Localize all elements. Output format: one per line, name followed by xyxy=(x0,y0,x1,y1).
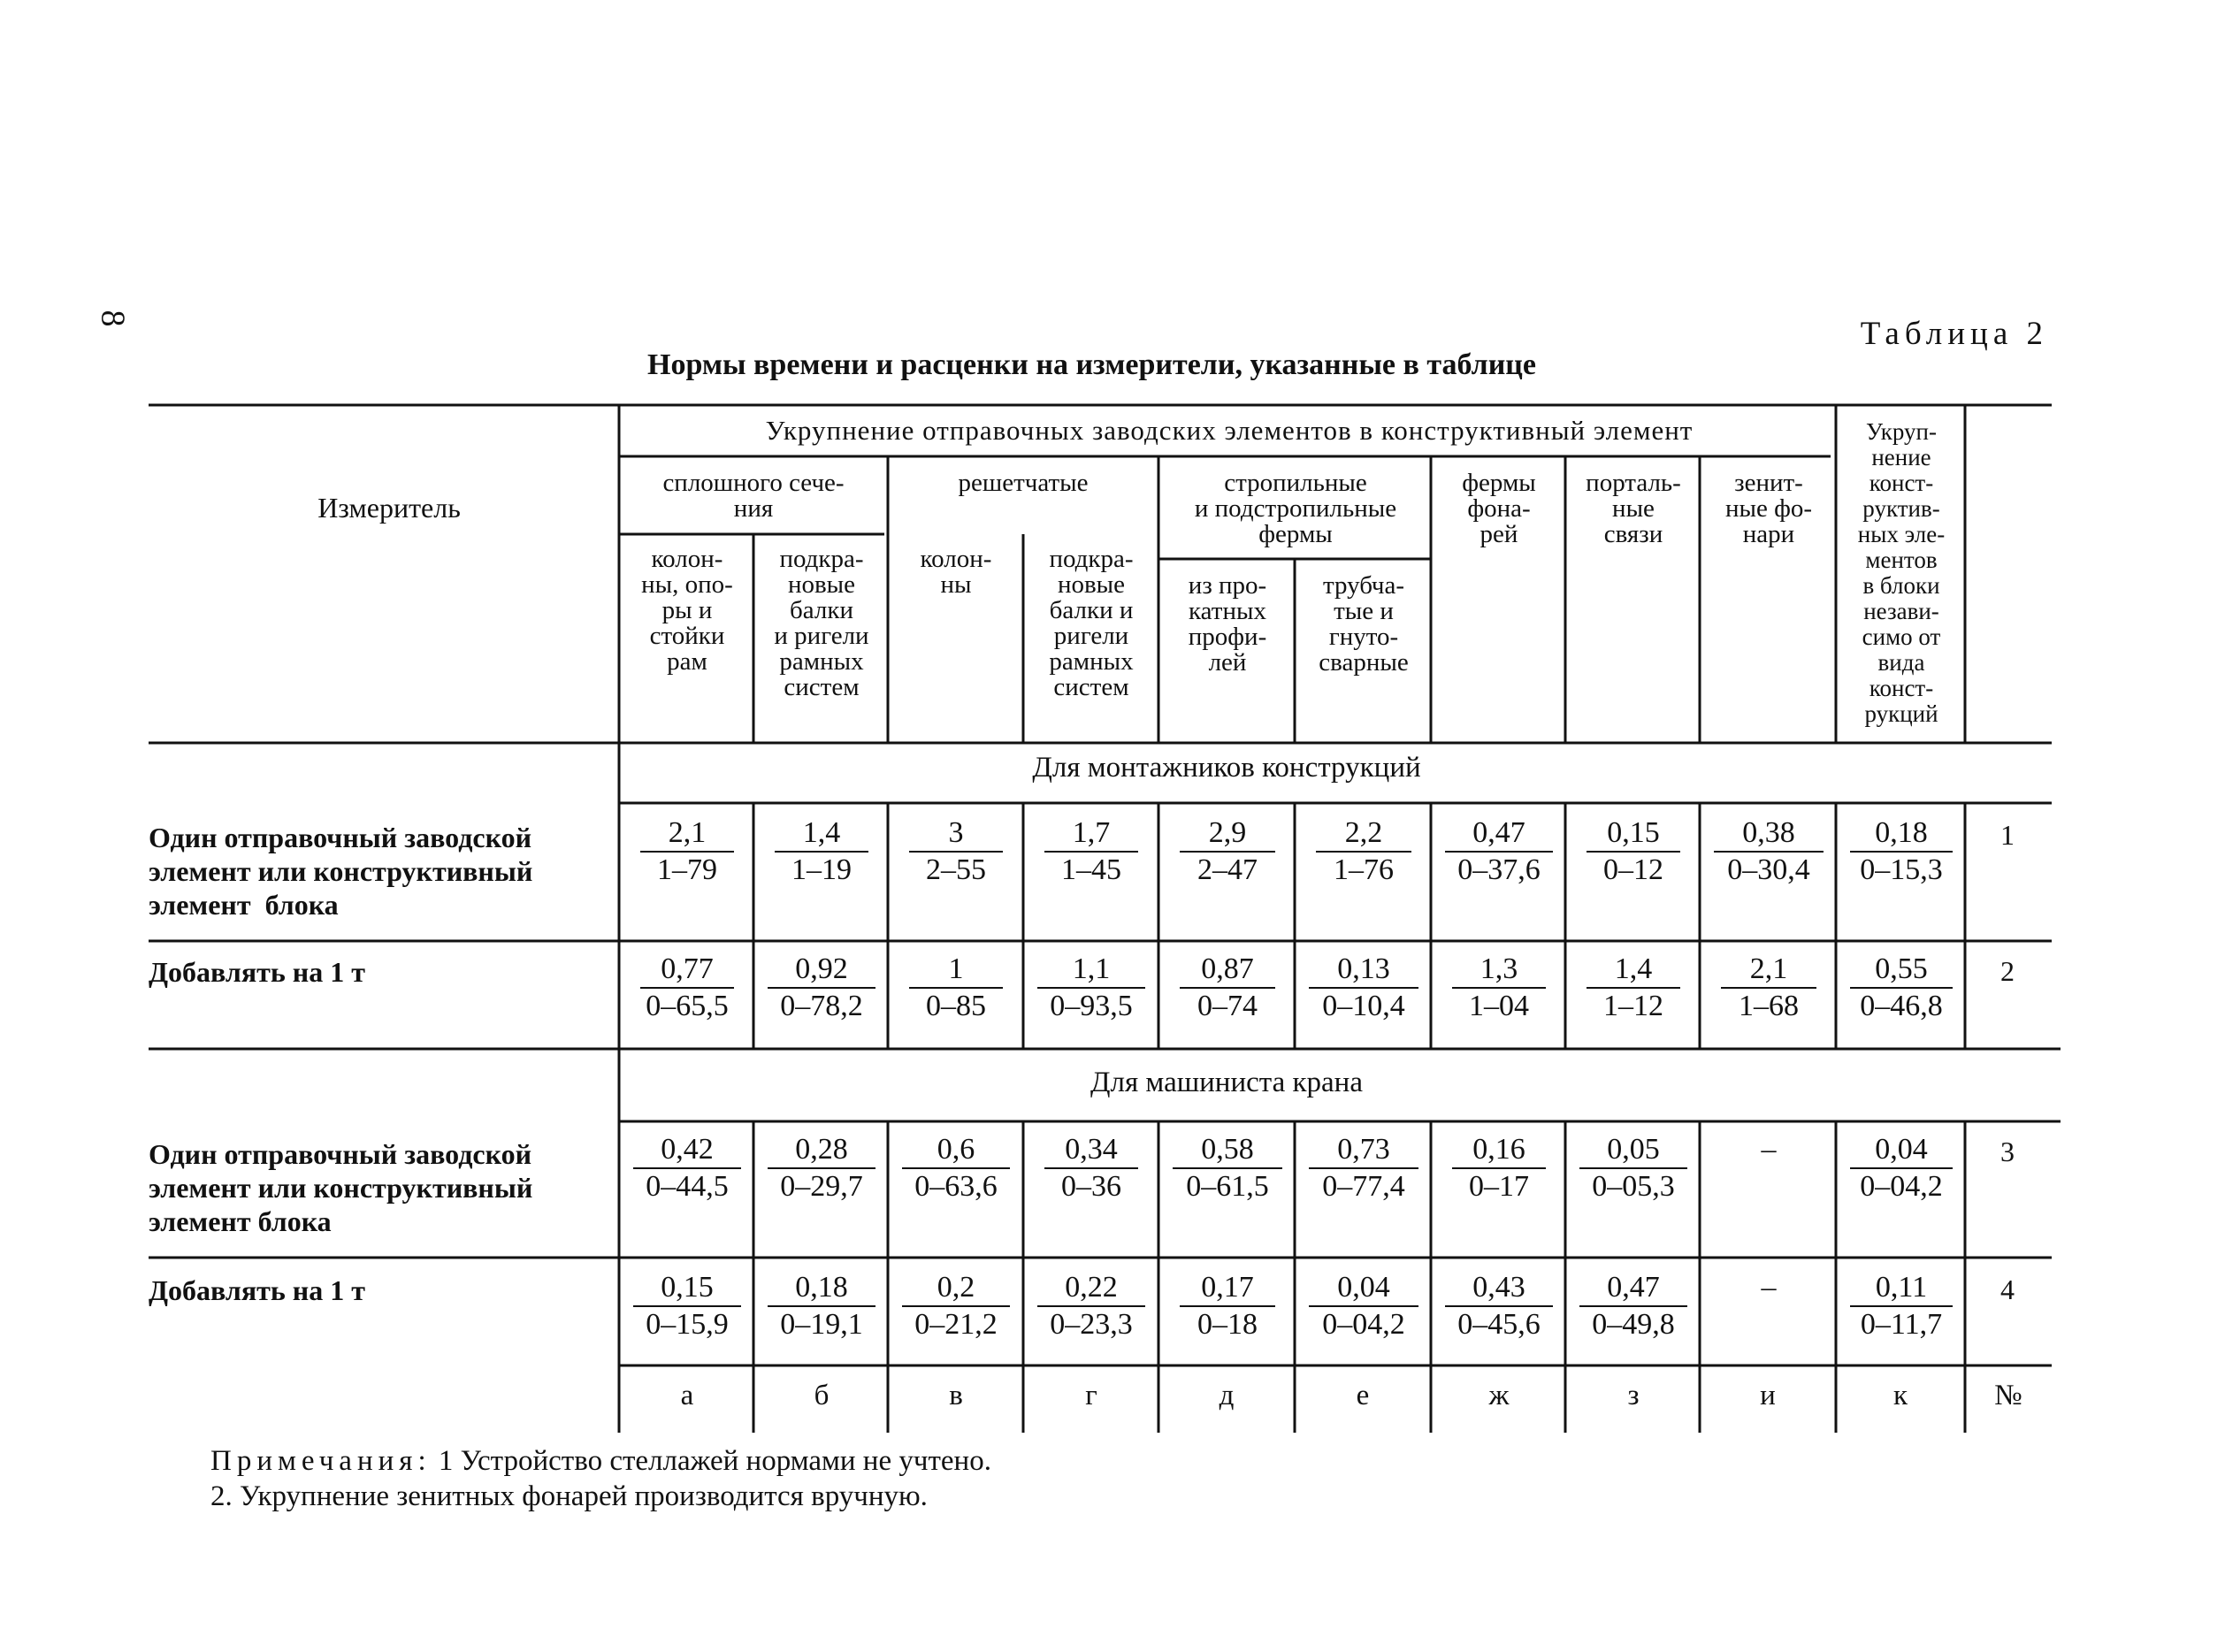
cell-price: 0–23,3 xyxy=(1037,1305,1145,1342)
row-number-4: 4 xyxy=(2000,1273,2015,1305)
cell-rate: 0,73 xyxy=(1337,1133,1390,1166)
cell-r4-e xyxy=(1296,1270,1431,1342)
cell-price: 1–68 xyxy=(1721,987,1816,1024)
cell-rate: 0,17 xyxy=(1201,1271,1254,1304)
cell-rate: 0,55 xyxy=(1875,952,1928,985)
cell-rate: 0,42 xyxy=(661,1133,714,1166)
cell-r4-g xyxy=(1025,1270,1158,1342)
notes-prefix: Примечания: xyxy=(210,1445,432,1477)
cell-rate: 3 xyxy=(948,816,964,849)
header-portal: порталь- ные связи xyxy=(1586,469,1681,548)
cell-r3-v xyxy=(890,1132,1022,1205)
header-truss: стропильные и подстропильные фермы xyxy=(1194,469,1397,548)
cell-r3-e xyxy=(1296,1132,1431,1205)
cell-r1-k xyxy=(1838,815,1965,888)
cell-r2-zh xyxy=(1433,952,1565,1024)
cell-rate: 2,1 xyxy=(668,816,707,849)
cell-price: 1–45 xyxy=(1044,851,1138,888)
cell-r2-b xyxy=(755,952,888,1024)
column-letter: в xyxy=(949,1380,963,1411)
cell-r2-g xyxy=(1025,952,1158,1024)
cell-price: 0–77,4 xyxy=(1309,1167,1418,1205)
cell-price: 0–78,2 xyxy=(768,987,875,1024)
row-number-2: 2 xyxy=(2000,955,2015,987)
cell-price: 0–49,8 xyxy=(1579,1305,1687,1342)
cell-price: 0–30,4 xyxy=(1714,851,1824,888)
cell-rate: 0,18 xyxy=(1875,816,1928,849)
cell-rate: 1,7 xyxy=(1072,816,1111,849)
row-label-4: Добавлять на 1 т xyxy=(149,1274,365,1306)
cell-rate: 1,1 xyxy=(1072,952,1111,985)
cell-r2-e xyxy=(1296,952,1431,1024)
header-col-g: подкра- новые балки и ригели рамных систем xyxy=(1049,545,1134,701)
cell-r2-a xyxy=(621,952,753,1024)
cell-rate: 0,34 xyxy=(1065,1133,1118,1166)
table-title: Нормы времени и расценки на измерители, указанные в таблице xyxy=(647,348,1536,381)
cell-price: 1–12 xyxy=(1587,987,1680,1024)
header-col-v: колон- ны xyxy=(920,545,992,599)
cell-rate: 2,2 xyxy=(1344,816,1383,849)
cell-rate: 0,43 xyxy=(1472,1271,1525,1304)
cell-rate: 0,16 xyxy=(1472,1133,1525,1166)
cell-dash: – xyxy=(1761,1271,1777,1304)
column-letter: е xyxy=(1356,1380,1370,1411)
cell-r2-z xyxy=(1567,952,1700,1024)
cell-r3-z xyxy=(1567,1132,1700,1205)
row-label-1: Один отправочный заводской элемент или конструктивный элемент блока xyxy=(149,822,533,921)
note-text-1: 1 Устройство стеллажей нормами не учтено. xyxy=(431,1445,991,1477)
cell-price: 0–46,8 xyxy=(1850,987,1953,1024)
cell-r4-b xyxy=(755,1270,888,1342)
header-col-d: из про- катных профи- лей xyxy=(1188,571,1267,677)
cell-price: 1–04 xyxy=(1452,987,1546,1024)
cell-rate: 0,11 xyxy=(1875,1271,1928,1304)
column-letter: д xyxy=(1219,1380,1235,1411)
cell-r3-b xyxy=(755,1132,888,1205)
cell-r1-zh xyxy=(1433,815,1565,888)
row-label-2: Добавлять на 1 т xyxy=(149,956,365,988)
cell-rate: 0,47 xyxy=(1472,816,1525,849)
header-lantern: фермы фона- рей xyxy=(1462,469,1536,548)
cell-r3-k xyxy=(1838,1132,1965,1205)
cell-rate: 1,4 xyxy=(802,816,841,849)
cell-r1-d xyxy=(1160,815,1295,888)
note-line-1 xyxy=(210,1443,991,1479)
section-crane: Для машиниста крана xyxy=(1090,1067,1363,1098)
cell-price: 0–11,7 xyxy=(1850,1305,1953,1342)
header-col-b: подкра- новые балки и ригели рамных систем xyxy=(774,545,869,701)
cell-rate: 0,18 xyxy=(795,1271,848,1304)
cell-rate: 1 xyxy=(948,952,964,985)
column-letter: к xyxy=(1892,1380,1908,1411)
cell-price: 0–05,3 xyxy=(1579,1167,1687,1205)
cell-rate: 0,13 xyxy=(1337,952,1390,985)
column-letter: г xyxy=(1085,1380,1097,1411)
cell-price: 0–44,5 xyxy=(633,1167,741,1205)
cell-price: 1–76 xyxy=(1316,851,1411,888)
column-letter: з xyxy=(1627,1380,1640,1411)
row-number-3: 3 xyxy=(2000,1136,2015,1167)
cell-price: 0–15,9 xyxy=(633,1305,741,1342)
cell-r2-k xyxy=(1838,952,1965,1024)
cell-r4-k xyxy=(1838,1270,1965,1342)
cell-r1-z xyxy=(1567,815,1700,888)
cell-rate: 0,6 xyxy=(937,1133,975,1166)
cell-r2-d xyxy=(1160,952,1295,1024)
cell-r4-d xyxy=(1160,1270,1295,1342)
cell-rate: 0,38 xyxy=(1742,816,1795,849)
header-col-a: колон- ны, опо- ры и стойки рам xyxy=(641,545,733,676)
cell-price: 0–04,2 xyxy=(1850,1167,1953,1205)
header-group-last: Укруп- нение конст- руктив- ных эле- ментов в блоки незави- симо от вида конст- рукций xyxy=(1857,418,1946,727)
cell-r3-d xyxy=(1160,1132,1295,1205)
cell-price: 1–19 xyxy=(775,851,868,888)
cell-r3-a xyxy=(621,1132,753,1205)
column-letter: ж xyxy=(1488,1380,1510,1411)
cell-price: 0–74 xyxy=(1180,987,1275,1024)
cell-rate: 2,9 xyxy=(1208,816,1247,849)
cell-r1-b xyxy=(755,815,888,888)
cell-rate: 0,87 xyxy=(1201,952,1254,985)
cell-rate: 0,47 xyxy=(1607,1271,1660,1304)
notes xyxy=(210,1443,991,1514)
note-line-2: 2. Укрупнение зенитных фонарей производится вручную. xyxy=(210,1480,928,1512)
cell-price: 0–17 xyxy=(1452,1167,1546,1205)
cell-price: 0–19,1 xyxy=(768,1305,875,1342)
cell-r1-v xyxy=(890,815,1022,888)
cell-price: 0–15,3 xyxy=(1850,851,1953,888)
cell-price: 0–45,6 xyxy=(1445,1305,1553,1342)
cell-price: 1–79 xyxy=(640,851,734,888)
cell-r1-a xyxy=(621,815,753,888)
cell-price: 0–65,5 xyxy=(640,987,734,1024)
header-col-e: трубча- тые и гнуто- сварные xyxy=(1319,571,1409,677)
cell-rate: 0,2 xyxy=(937,1271,975,1304)
cell-r2-i xyxy=(1701,952,1836,1024)
cell-rate: 0,15 xyxy=(1607,816,1660,849)
cell-price: 0–63,6 xyxy=(902,1167,1010,1205)
cell-rate: 0,15 xyxy=(661,1271,714,1304)
cell-price: 0–61,5 xyxy=(1173,1167,1282,1205)
cell-r2-v xyxy=(890,952,1022,1024)
cell-rate: 0,77 xyxy=(661,952,714,985)
cell-rate: 0,92 xyxy=(795,952,848,985)
cell-price: 0–36 xyxy=(1044,1167,1138,1205)
table-label: Таблица 2 xyxy=(1860,316,2048,352)
cell-rate: 1,4 xyxy=(1614,952,1653,985)
cell-r4-z xyxy=(1567,1270,1700,1342)
cell-rate: 2,1 xyxy=(1749,952,1788,985)
page-number: 8 xyxy=(94,310,132,327)
header-measure: Измеритель xyxy=(317,492,461,524)
cell-r1-i xyxy=(1701,815,1836,888)
cell-price: 0–85 xyxy=(909,987,1003,1024)
cell-r4-v xyxy=(890,1270,1022,1342)
column-letter: и xyxy=(1760,1380,1776,1411)
cell-r4-i xyxy=(1701,1270,1836,1305)
cell-price: 0–37,6 xyxy=(1445,851,1553,888)
header-solid: сплошного сече- ния xyxy=(662,469,845,523)
cell-rate: 1,3 xyxy=(1480,952,1518,985)
column-letter: а xyxy=(680,1380,694,1411)
column-number-symbol: № xyxy=(1994,1380,2022,1411)
section-installers: Для монтажников конструкций xyxy=(1032,752,1421,784)
cell-price: 0–12 xyxy=(1587,851,1680,888)
cell-price: 2–47 xyxy=(1180,851,1275,888)
header-zenith: зенит- ные фо- нари xyxy=(1724,469,1813,548)
cell-r1-e xyxy=(1296,815,1431,888)
row-number-1: 1 xyxy=(2000,819,2015,851)
header-lattice: решетчатые xyxy=(958,469,1089,497)
row-label-3: Один отправочный заводской элемент или конструктивный элемент блока xyxy=(149,1138,533,1237)
cell-r4-a xyxy=(621,1270,753,1342)
cell-r1-g xyxy=(1025,815,1158,888)
cell-rate: 0,05 xyxy=(1607,1133,1660,1166)
cell-rate: 0,28 xyxy=(795,1133,848,1166)
cell-price: 0–29,7 xyxy=(768,1167,875,1205)
cell-dash: – xyxy=(1761,1133,1777,1166)
cell-rate: 0,22 xyxy=(1065,1271,1118,1304)
cell-r3-g xyxy=(1025,1132,1158,1205)
cell-r4-zh xyxy=(1433,1270,1565,1342)
cell-r3-zh xyxy=(1433,1132,1565,1205)
cell-price: 0–21,2 xyxy=(902,1305,1010,1342)
cell-price: 0–10,4 xyxy=(1309,987,1418,1024)
header-group-main: Укрупнение отправочных заводских элементов в конструктивный элемент xyxy=(765,415,1694,446)
column-letter: б xyxy=(814,1380,830,1411)
cell-rate: 0,58 xyxy=(1201,1133,1254,1166)
cell-rate: 0,04 xyxy=(1337,1271,1390,1304)
cell-rate: 0,04 xyxy=(1875,1133,1928,1166)
cell-price: 0–04,2 xyxy=(1309,1305,1418,1342)
cell-r3-i xyxy=(1701,1132,1836,1167)
cell-price: 0–18 xyxy=(1180,1305,1275,1342)
cell-price: 0–93,5 xyxy=(1037,987,1145,1024)
cell-price: 2–55 xyxy=(909,851,1003,888)
